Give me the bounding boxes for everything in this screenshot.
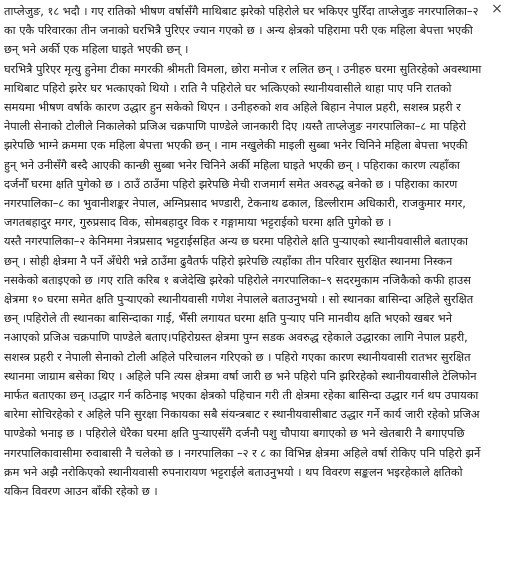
article-paragraph-3: यस्तै नगरपालिका–२ केनिममा नेत्रप्रसाद भट्टराईसहित अन्य छ घरमा पहिरोले क्षति पुऱ्याएको स्थानीयवासीले बताएका छन् । सोही क्षेत्रमा नै पर्ने अँधेरी भन्ने ठाउँमा ढुवैतर्फ पहिरो झरेपछि त्यहाँका तीन परिवार सुरक्षित स्थानमा निस्कन नसकेको बताइएको छ ।गए राति करिब १ बजेदेखि झरेको पहिरोले नगरपालिका–९ सदरमुकाम नजिकैको कफी हाउस क्षेत्रमा १० घरमा समेत क्षति पुऱ्याएको स्थानीयवासी गणेश नेपालले बताउनुभयो । सो स्थानका बासिन्दा अहिले सुरक्षित छन् ।पहिरोले ती स्थानका बासिन्दाका गाई, भैँसी लगायत घरमा क्षति पुऱ्याए पनि मानवीय क्षति भएको खबर भने नआएको प्रजिअ चक्रपाणि पाण्डेले बताए।पहिरोग्रस्त क्षेत्रमा पुग्न सडक अवरुद्ध रहेकाले उद्धारका लागि नेपाल प्रहरी, सशस्त्र प्रहरी र नेपाली सेनाको टोली अहिले परिचालन गरिएको छ । पहिरो गएका कारण स्थानीयवासी रातभर सुरक्षित स्थानमा जाग्राम बसेका थिए । अहिले पनि त्यस क्षेत्रमा वर्षा जारी छ भने पहिरो पनि झरिरहेको स्थानीयवासीले टेलिफोन मार्फत बताएका छन् ।उद्धार गर्न कठिनाइ भएका क्षेत्रको पहिचान गरी ती क्षेत्रमा रहेका बासिन्दा उद्धार गर्न थप उपायका बारेमा सोचिरहेको र अहिले पनि सुरक्षा निकायका सबै संयन्त्रबाट र स्थानीयवासीबाट उद्धार गर्ने कार्य जारी रहेको प्रजिअ पाण्डेको भनाइ छ । पहिरोले धेरैका घरमा क्षति पुऱ्याएसँगै दर्जनौ पशु चौपाया बगाएको छ भने खेतबारी नै बगाएपछि नगरपालिकावासीमा रुवाबासी नै चलेको छ । नगरपालिका –२ र ८ का विभिन्न क्षेत्रमा अहिले वर्षा रोकिए पनि पहिरो झर्ने क्रम भने अझै नरोकिएको स्थानीयवासी रुपनारायण भट्टराईले बताउनुभयो । थप विवरण सङ्कलन भइरहेकाले क्षतिको यकिन विवरण आउन बाँकी रहेको छ । (4, 235, 481, 499)
close-icon[interactable]: × (491, 1, 503, 17)
news-article-body (4, 2, 482, 501)
article-paragraph-1: ताप्लेजुङ, १८ भदौ । गए रातिको भीषण वर्षासँगै माथिबाट झरेको पहिरोले घर भकिएर पुरिँदा ताप्लेजुङ नगरपालिका–२ का एकै परिवारका तीन जनाको घरभित्रै पुरिएर ज्यान गएको छ । अन्य क्षेत्रको पहिरामा परी एक महिला बेपत्ता भएकी छन् भने अर्की एक महिला घाइते भएकी छन् । (4, 5, 479, 57)
article-paragraph-2: घरभित्रै पुरिएर मृत्यु हुनेमा टीका मगरकी श्रीमती विमला, छोरा मनोज र ललित छन् । उनीहरु घरमा सुतिरहेको अवस्थामा माथिबाट पहिरो झरेर घर भत्काएको थियो । राति नै पहिरोले घर भत्किएको स्थानीयवासीले थाहा पाए पनि रातको समयमा भीषण वर्षाके कारण उद्धार हुन सकेको थिएन । उनीहरुको शव अहिले बिहान नेपाल प्रहरी, सशस्त्र प्रहरी र नेपाली सेनाको टोलीले निकालेको प्रजिअ चक्रपाणि पाण्डेले जानकारी दिए ।यस्तै ताप्लेजुङ नगरपालिका–८ मा पहिरो झरेपछि भाग्ने क्रममा एक महिला बेपत्ता भएकी छन् । नाम नखुलेकी माइली सुब्बा भनेर चिनिने महिला बेपत्ता भएकी हुन् भने उनीसँगै बस्दै आएकी कान्छी सुब्बा भनेर चिनिने अर्की महिला घाइते भएकी छन् । पहिराका कारण त्यहाँका दर्जनौँ घरमा क्षति पुगेको छ । ठाउँ ठाउँमा पहिरो झरेपछि मेची राजमार्ग समेत अवरुद्ध बनेको छ । पहिराका कारण नगरपालिका–८ का भुवानीशङ्कर नेपाल, अग्निप्रसाद भण्डारी, टेकनाथ ढकाल, डिल्लीराम अधिकारी, राजकुमार मगर, जगतबहादुर मगर, गुरुप्रसाद विक, सोमबहादुर विक र गङ्गामाया भट्टराईको घरमा क्षति पुगेको छ । (4, 62, 482, 230)
